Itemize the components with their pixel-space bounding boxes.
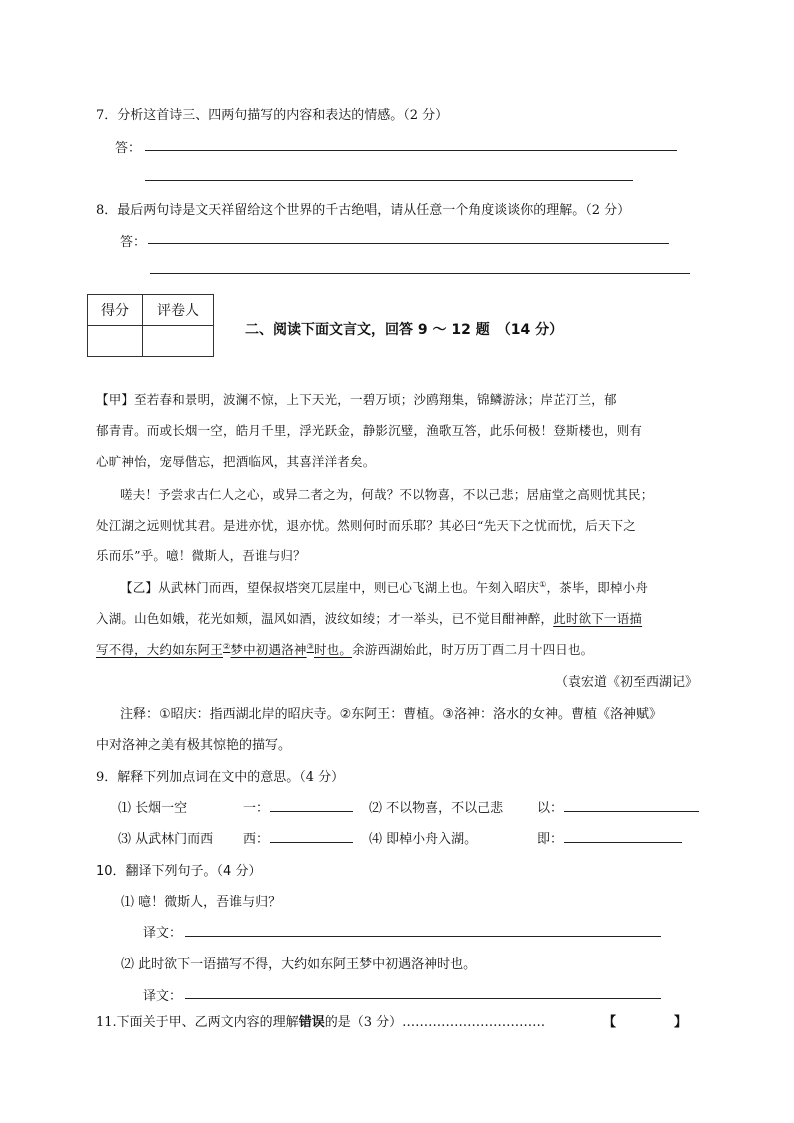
q9-item-3-phrase: ⑶ 从武林门而西 xyxy=(118,832,214,847)
q9-item-1-word: 一： xyxy=(243,801,270,816)
q11-bracket-open: 【 xyxy=(603,1015,617,1030)
grader-cell[interactable] xyxy=(143,326,214,357)
q9-item-3-word: 西： xyxy=(243,832,270,847)
q9-item-4-word: 即： xyxy=(537,832,564,847)
q9-item-4-blank[interactable] xyxy=(564,842,682,843)
score-table xyxy=(87,294,214,357)
passage-source: （袁宏道《初至西湖记》 xyxy=(554,675,698,690)
passage-jia-line-6: 乐而乐”乎。噫！微斯人，吾谁与归？ xyxy=(96,548,306,563)
passage-yi-underlined-3a: 写不得，大约如东阿王 xyxy=(96,642,224,657)
passage-yi-underlined-3c: 时也。 xyxy=(313,642,353,657)
q9-item-1-phrase: ⑴ 长烟一空 xyxy=(118,801,188,816)
q9-item-2-blank[interactable] xyxy=(564,811,699,812)
q8-answer-label: 答： xyxy=(120,235,147,250)
q10-translation-label-2: 译文： xyxy=(143,989,183,1004)
q7-answer-line-1[interactable] xyxy=(145,150,677,151)
note-mark-3: ③ xyxy=(306,641,314,651)
passage-yi-line-2 xyxy=(96,609,642,627)
passage-jia-line-4: 嗟夫！予尝求古仁人之心，或异二者之为，何哉？不以物喜，不以己悲；居庙堂之高则忧其民； xyxy=(120,487,654,502)
q9-item-1-blank[interactable] xyxy=(270,811,353,812)
passage-yi-text-3b: 余游西湖始此，时万历丁酉二月十四日也。 xyxy=(352,642,594,657)
q8-answer-line-1[interactable] xyxy=(148,243,669,244)
q10-translation-line-2[interactable] xyxy=(185,998,661,999)
passage-yi-text-1a: 【乙】从武林门而西，望保叔塔突兀层崖中，则已心飞湖上也。午刻入昭庆 xyxy=(120,580,540,595)
q10-translation-label-1: 译文： xyxy=(143,926,183,941)
note-mark-1: ① xyxy=(539,579,547,589)
q9-item-3-blank[interactable] xyxy=(270,842,353,843)
q10-translation-line-1[interactable] xyxy=(185,936,661,937)
grader-header: 评卷人 xyxy=(143,295,214,326)
passage-yi-text-2a: 入湖。山色如娥，花光如颊，温风如酒，波纹如绫；才一举头，已不觉目酣神醉， xyxy=(96,611,554,626)
question-7: 7．分析这首诗三、四两句描写的内容和表达的情感。（2 分） xyxy=(96,108,449,123)
passage-yi-underlined-3b: 梦中初遇洛神 xyxy=(230,642,307,657)
q10-sentence-1: ⑴ 噫！微斯人，吾谁与归？ xyxy=(121,895,282,910)
passage-yi-line-1 xyxy=(120,578,648,596)
question-8: 8．最后两句诗是文天祥留给这个世界的千古绝唱，请从任意一个角度谈谈你的理解。（2 分） xyxy=(96,203,631,218)
passage-jia-line-2: 郁青青。而或长烟一空，皓月千里，浮光跃金，静影沉璧，渔歌互答，此乐何极！登斯楼也，则有 xyxy=(96,423,643,438)
passage-jia-line-1: 【甲】至若春和景明，波澜不惊，上下天光，一碧万顷；沙鸥翔集，锦鳞游泳；岸芷汀兰，郁 xyxy=(96,392,617,407)
passage-yi-line-3 xyxy=(96,640,593,658)
q11-emphasis: 错误 xyxy=(298,1015,325,1030)
notes-line-2: 中对洛神之美有极其惊艳的描写。 xyxy=(96,738,292,753)
q8-answer-line-2[interactable] xyxy=(150,273,690,274)
q7-answer-label: 答： xyxy=(115,141,142,156)
q11-answer-box[interactable] xyxy=(620,1009,672,1029)
q9-item-2-phrase: ⑵ 不以物喜，不以己悲 xyxy=(369,801,504,816)
score-cell[interactable] xyxy=(88,326,143,357)
question-9: 9．解释下列加点词在文中的意思。（4 分） xyxy=(96,770,345,785)
note-mark-2: ② xyxy=(223,641,231,651)
question-11 xyxy=(96,1011,545,1030)
score-header: 得分 xyxy=(88,295,143,326)
q11-text-b: 的是（3 分）…………………………… xyxy=(324,1015,546,1030)
passage-jia-line-5: 处江湖之远则忧其君。是进亦忧，退亦忧。然则何时而乐耶？其必曰“先天下之忧而忧，后天下之 xyxy=(96,518,636,533)
passage-yi-text-1b: ，茶毕，即棹小舟 xyxy=(546,580,649,595)
q7-answer-line-2[interactable] xyxy=(145,180,633,181)
section-2-title: 二、阅读下面文言文，回答 9 ～ 12 题 （14 分） xyxy=(245,322,564,338)
q9-item-4-phrase: ⑷ 即棹小舟入湖。 xyxy=(369,832,478,847)
q11-text-a: 11.下面关于甲、乙两文内容的理解 xyxy=(96,1015,299,1030)
q9-item-2-word: 以： xyxy=(537,801,564,816)
q10-sentence-2: ⑵ 此时欲下一语描写不得，大约如东阿王梦中初遇洛神时也。 xyxy=(121,957,477,972)
passage-jia-line-3: 心旷神怡，宠辱偕忘，把酒临风，其喜洋洋者矣。 xyxy=(96,454,376,469)
passage-yi-underlined-2: 此时欲下一语描 xyxy=(553,611,643,626)
question-10: 10．翻译下列句子。（4 分） xyxy=(96,864,262,879)
q11-bracket-close: 】 xyxy=(674,1015,688,1030)
notes-line-1: 注释：①昭庆：指西湖北岸的昭庆寺。②东阿王：曹植。③洛神：洛水的女神。曹植《洛神赋》 xyxy=(120,707,662,722)
